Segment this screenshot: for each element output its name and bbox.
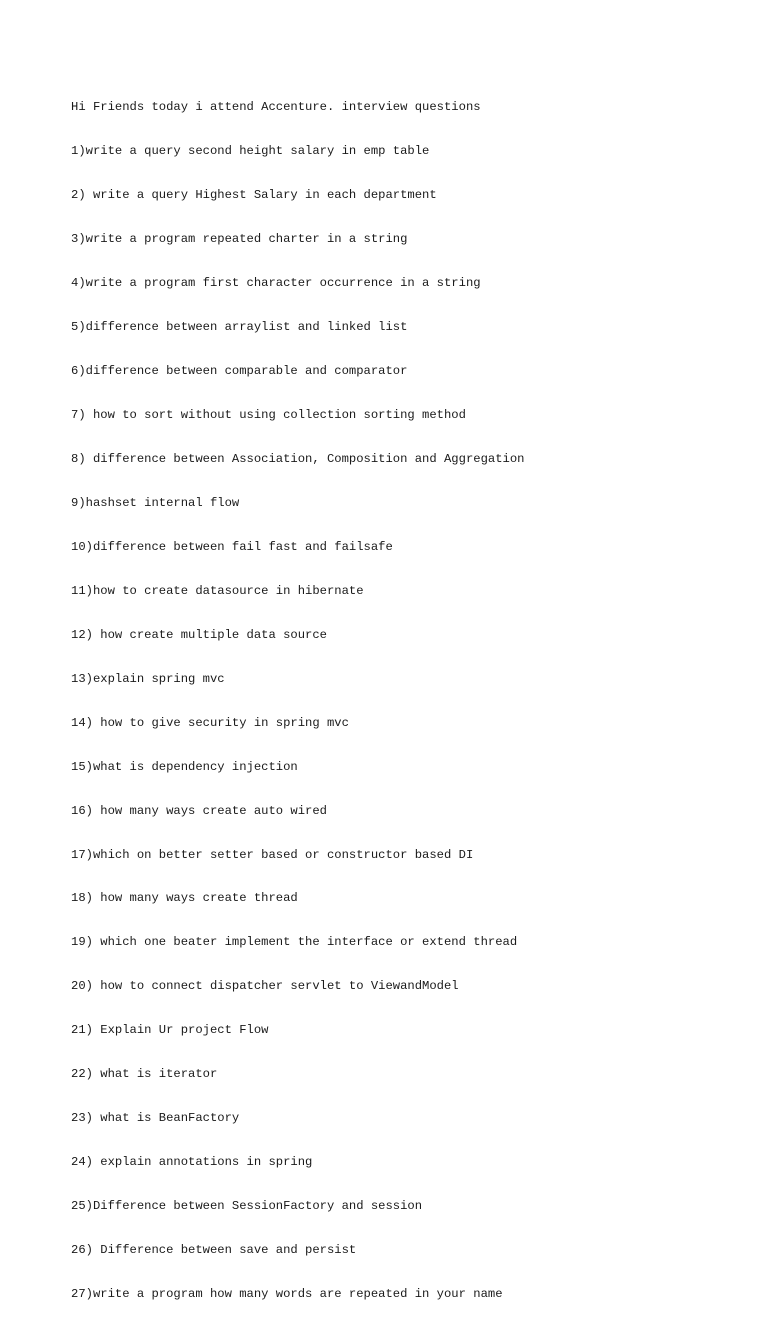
question-line: 14) how to give security in spring mvc — [71, 715, 349, 730]
question-line: 3)write a program repeated charter in a string — [71, 232, 408, 247]
question-line: 20) how to connect dispatcher servlet to ViewandModel — [71, 979, 459, 994]
question-line: 11)how to create datasource in hibernate — [71, 583, 364, 598]
question-line: 5)difference between arraylist and linked list — [71, 320, 408, 335]
question-line: 22) what is iterator — [71, 1067, 218, 1082]
question-line: 24) explain annotations in spring — [71, 1155, 313, 1170]
question-line: 13)explain spring mvc — [71, 671, 225, 686]
question-line: 16) how many ways create auto wired — [71, 803, 327, 818]
question-line: 23) what is BeanFactory — [71, 1111, 240, 1126]
question-line: 2) write a query Highest Salary in each department — [71, 188, 437, 203]
question-line: 17)which on better setter based or constructor based DI — [71, 847, 474, 862]
question-line: 15)what is dependency injection — [71, 759, 298, 774]
question-line: 27)write a program how many words are repeated in your name — [71, 1287, 503, 1302]
document-text — [71, 71, 751, 1331]
question-line: 19) which one beater implement the interface or extend thread — [71, 935, 518, 950]
question-line: 25)Difference between SessionFactory and session — [71, 1199, 423, 1214]
question-line: 9)hashset internal flow — [71, 495, 240, 510]
question-line: 6)difference between comparable and comparator — [71, 364, 408, 379]
question-line: 1)write a query second height salary in emp table — [71, 144, 430, 159]
question-line: 21) Explain Ur project Flow — [71, 1023, 269, 1038]
question-line: 26) Difference between save and persist — [71, 1243, 357, 1258]
question-line: 8) difference between Association, Composition and Aggregation — [71, 451, 525, 466]
question-line: 10)difference between fail fast and failsafe — [71, 539, 393, 554]
question-line: 7) how to sort without using collection sorting method — [71, 407, 466, 422]
question-line: 4)write a program first character occurrence in a string — [71, 276, 481, 291]
intro-line: Hi Friends today i attend Accenture. interview questions — [71, 100, 481, 115]
question-line: 18) how many ways create thread — [71, 891, 298, 906]
question-line: 12) how create multiple data source — [71, 627, 327, 642]
